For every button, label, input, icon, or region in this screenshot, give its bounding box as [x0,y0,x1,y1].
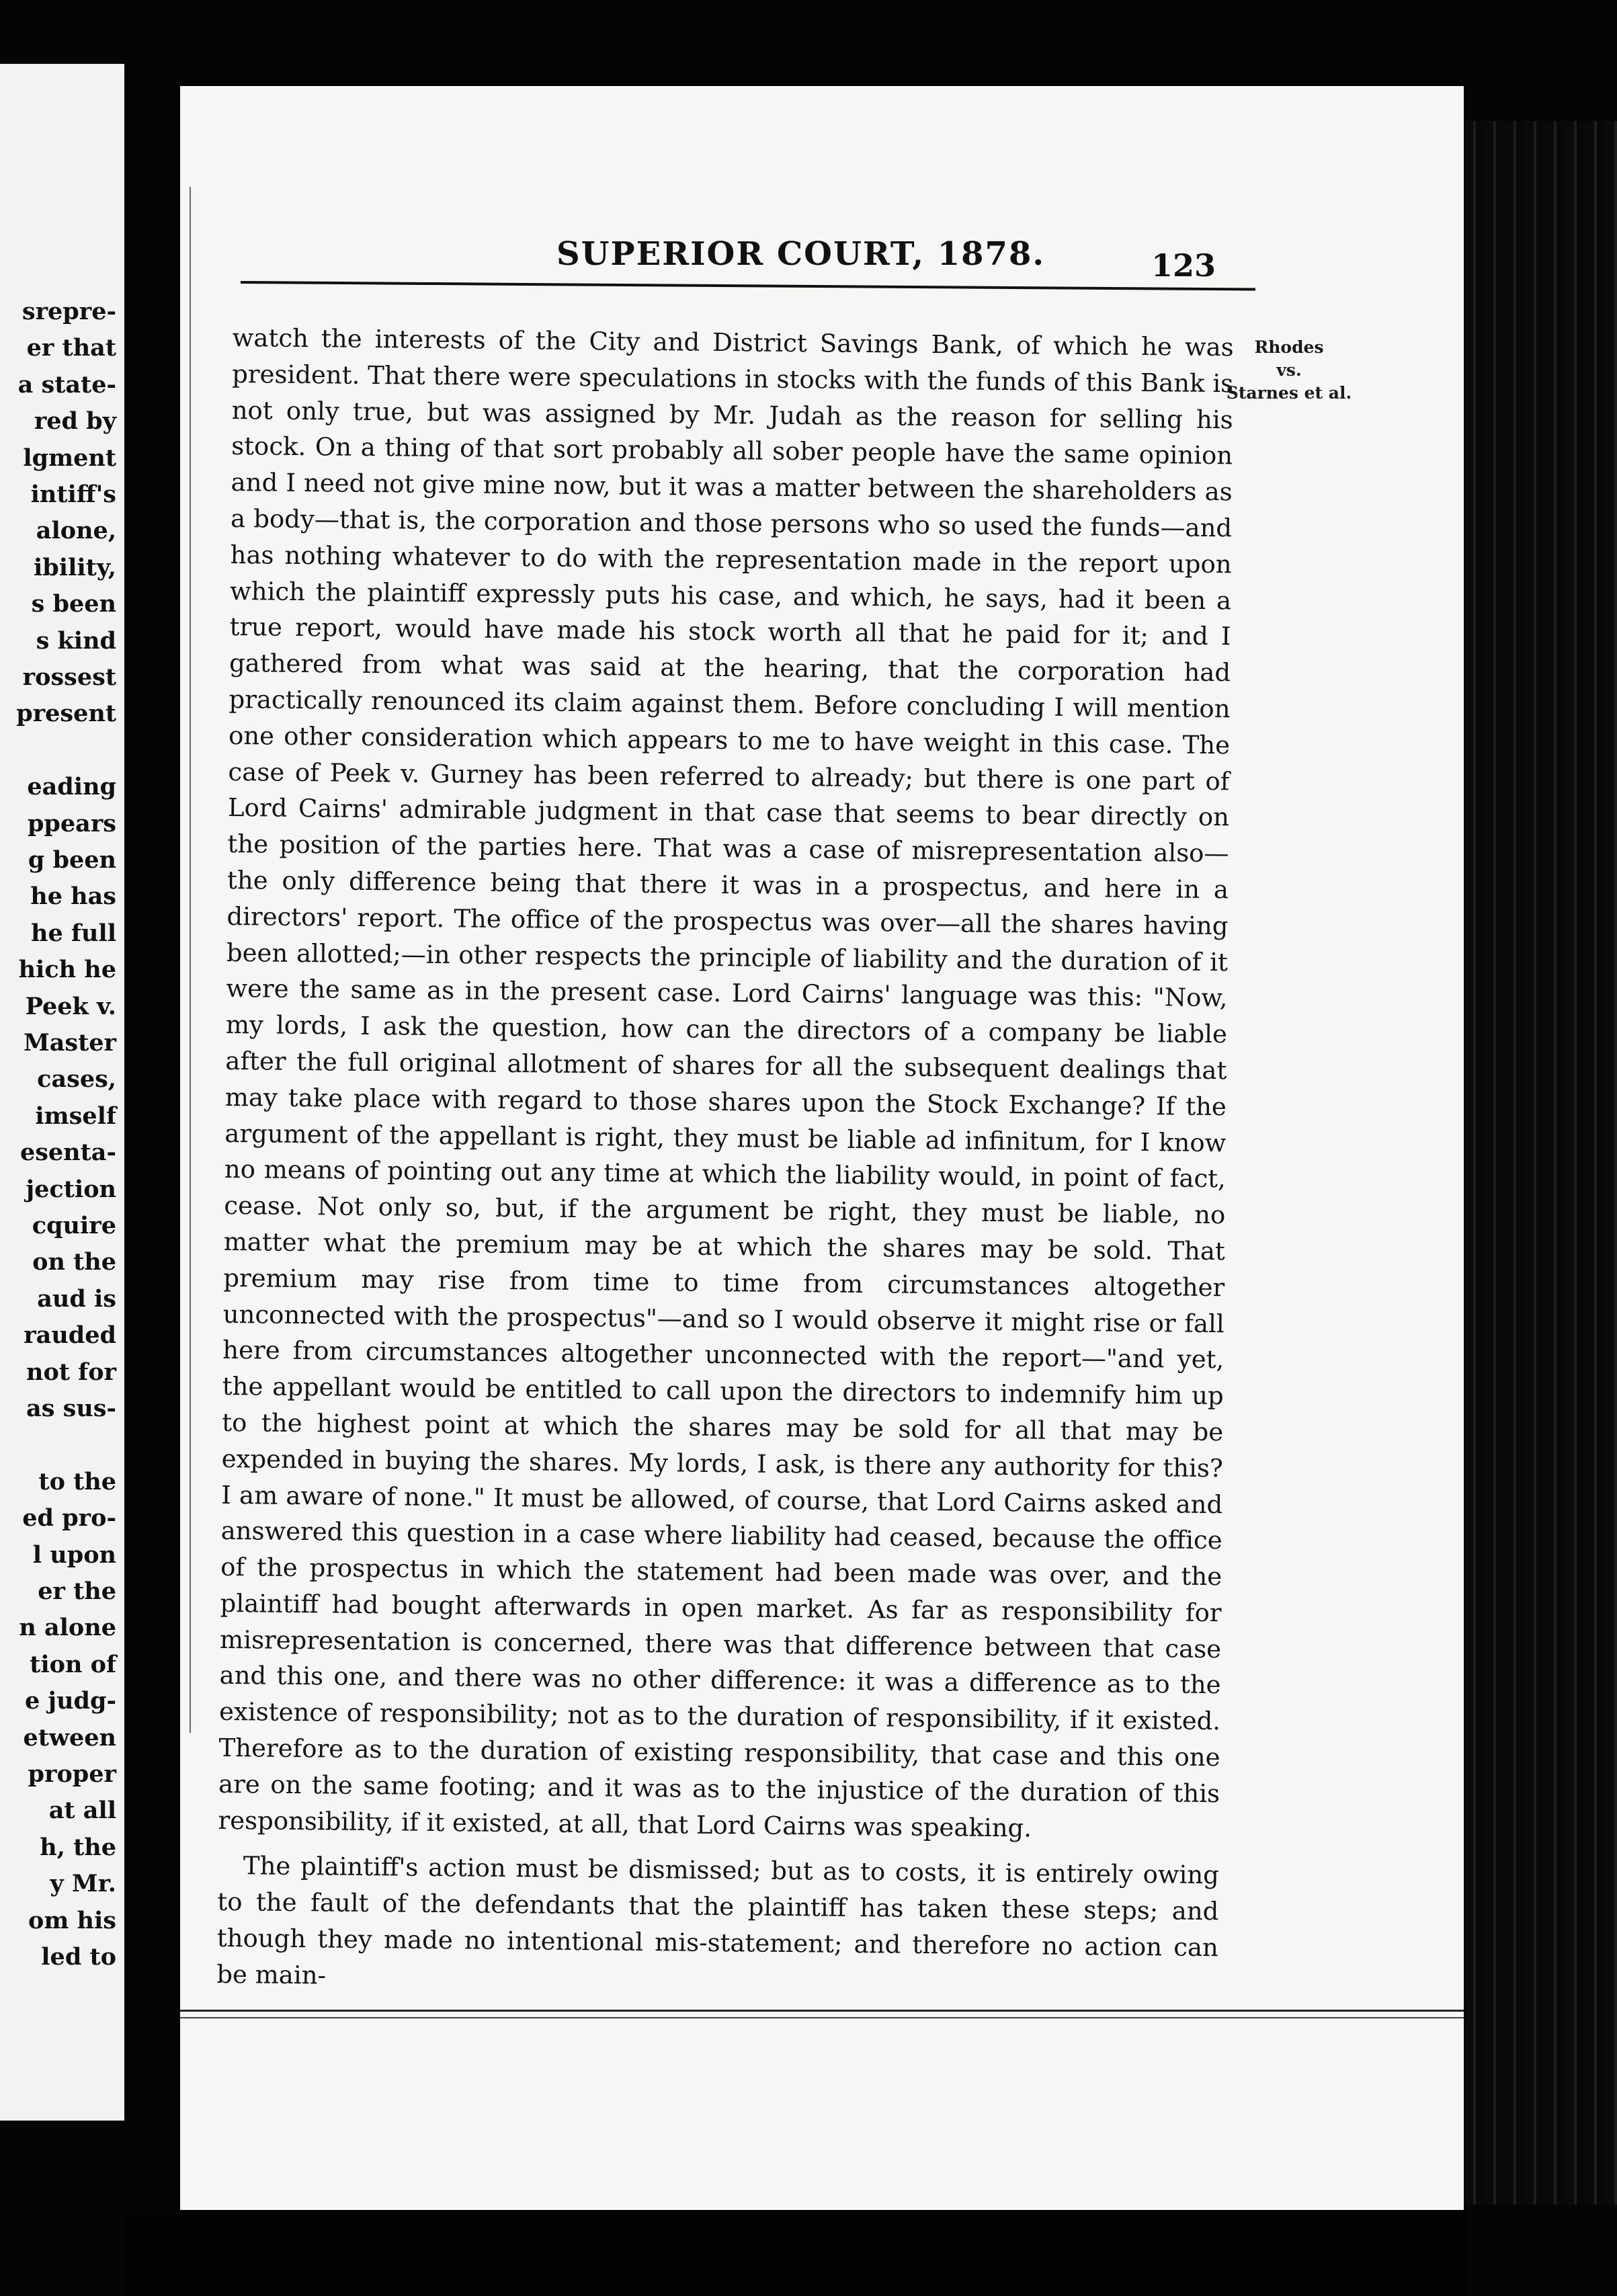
left-page-line: lgment [23,444,116,472]
page-edge-shadow [1464,121,1617,2205]
left-page-line: intiff's [30,481,116,508]
book-page [180,86,1464,2210]
left-page-line: y Mr. [50,1870,116,1898]
left-page-line: not for [26,1358,116,1386]
left-page-line: hich he [18,956,116,984]
left-page-line: l upon [32,1541,116,1569]
left-page-line: ppears [27,809,116,837]
left-page-line: proper [28,1760,116,1788]
footer-rules [180,2010,1464,2018]
left-page-line: etween [23,1723,116,1752]
scan-bottom-border [124,2210,1468,2296]
left-page-fragment [0,64,124,2121]
left-page-line: he has [30,883,116,911]
margin-note-plaintiff: Rhodes [1254,337,1324,357]
left-page-line: rossest [22,663,116,691]
left-page-line: present [16,700,116,728]
left-page-line: om his [28,1906,116,1934]
left-page-line: cases, [37,1065,116,1094]
left-page-line: n alone [19,1614,116,1642]
left-page-line: to the [38,1467,116,1495]
footer-rule-secondary [180,2017,1464,2018]
running-head: SUPERIOR COURT, 1878. [556,235,1046,273]
paragraph-dismissal: The plaintiff's action must be dismissed; but as to costs, it is entirely owing to the fault of the defendants that the plaintiff has taken these steps; and though they made no intentional mis-statement; and therefore no action can be main- [216,1851,1220,1990]
left-page-line: jection [26,1175,116,1203]
left-page-line: ed pro- [22,1504,116,1532]
left-page-line: Peek v. [25,992,116,1020]
left-page-line: s kind [36,626,116,655]
left-page-line: s been [31,590,116,618]
left-page-line: Master [23,1029,116,1057]
left-page-line: led to [41,1943,116,1971]
left-page-line: he full [31,919,116,947]
left-page-line: tion of [30,1650,116,1678]
left-page-line: h, the [40,1833,116,1861]
left-page-line: alone, [36,517,116,545]
left-page-line: at all [48,1797,116,1825]
left-page-line: a state- [17,370,116,399]
footer-rule [180,2010,1464,2012]
left-page-line: as sus- [26,1395,116,1422]
left-page-line: er the [38,1577,116,1605]
left-page-line: red by [34,407,116,436]
left-page-line: cquire [32,1212,116,1239]
left-page-line: on the [32,1248,116,1276]
page-number: 123 [1151,247,1216,284]
left-page-line: rauded [24,1321,116,1350]
margin-note-versus: vs. [1276,360,1302,380]
header-rule [241,281,1255,291]
left-page-line: srepre- [22,298,116,325]
gutter-line [190,187,191,1733]
left-page-line: imself [35,1102,116,1130]
left-page-line: er that [26,334,116,362]
margin-note-defendants: Starnes et al. [1226,383,1352,403]
left-page-line: ibility, [34,553,116,581]
left-page-line: eading [27,773,116,801]
left-page-line: g been [28,846,116,874]
left-page-line: esenta- [19,1139,116,1167]
body-text [216,320,1234,2002]
left-page-line: e judg- [24,1687,116,1715]
left-page-line: aud is [37,1284,116,1313]
paragraph-judgment-continuation: watch the interests of the City and District Savings Bank, of which he was president. That there were speculations in stocks with the funds of this Bank is not only true, but was assigned by Mr. Judah as the reason for selling his stock. On a thing of that sort probably all sober people have the same opinion and I need not give mine now, but it was a matter between the shareholders as a body—that is, the corporation and those persons who so used the funds—and has nothing whatever to do with the representation made in the report upon which the plaintiff expressly puts his case, and which, he says, had it been a true report, would have made his stock worth all that he paid for it; and I gathered from what was said at the hearing, that the corporation had practically renounced its claim against them. Before concluding I will mention one other consideration which appears to me to have weight in this case. The case of Peek v. Gurney has been referred to already; but there is one part of Lord Cairns' admirable judgment in that case that seems to bear directly on the position of the parties here. That was a case of misrepresentation also—the only difference being that there it was in a prospectus, and here in a directors' report. The office of the prospectus was over—all the shares having been allotted;—in other respects the principle of liability and the duration of it were the same as in the present case. Lord Cairns' language was this: "Now, my lords, I ask the question, how can the directors of a company be liable after the full original allotment of shares for all the subsequent dealings that may take place with regard to those shares upon the Stock Exchange? If the argument of the appellant is right, they must be liable ad infinitum, for I know no means of pointing out any time at which the liability would, in point of fact, cease. Not only so, but, if the argument be right, they must be liable, no matter what the premium may be at which the shares may be sold. That premium may rise from time to time from circumstances altogether unconnected with the prospectus"—and so I would observe it might rise or fall here from circumstances altogether unconnected with the report—"and yet, the appellant would be entitled to call upon the directors to indemnify him up to the highest point at which the shares may be sold for all that may be expended in buying the shares. My lords, I ask, is there any authority for this? I am aware of none." It must be allowed, of course, that Lord Cairns asked and answered this question in a case where liability had ceased, because the office of the prospectus in which the statement had been made was over, and the plaintiff had bought afterwards in open market. As far as responsibility for misrepresentation is concerned, there was that difference between that case and this one, and there was no other difference: it was a difference as to the existence of responsibility; not as to the duration of responsibility, if it existed. Therefore as to the duration of existing responsibility, that case and this one are on the same footing; and it was as to the injustice of the duration of this responsibility, if it existed, at all, that Lord Cairns was speaking. [218,323,1234,1843]
